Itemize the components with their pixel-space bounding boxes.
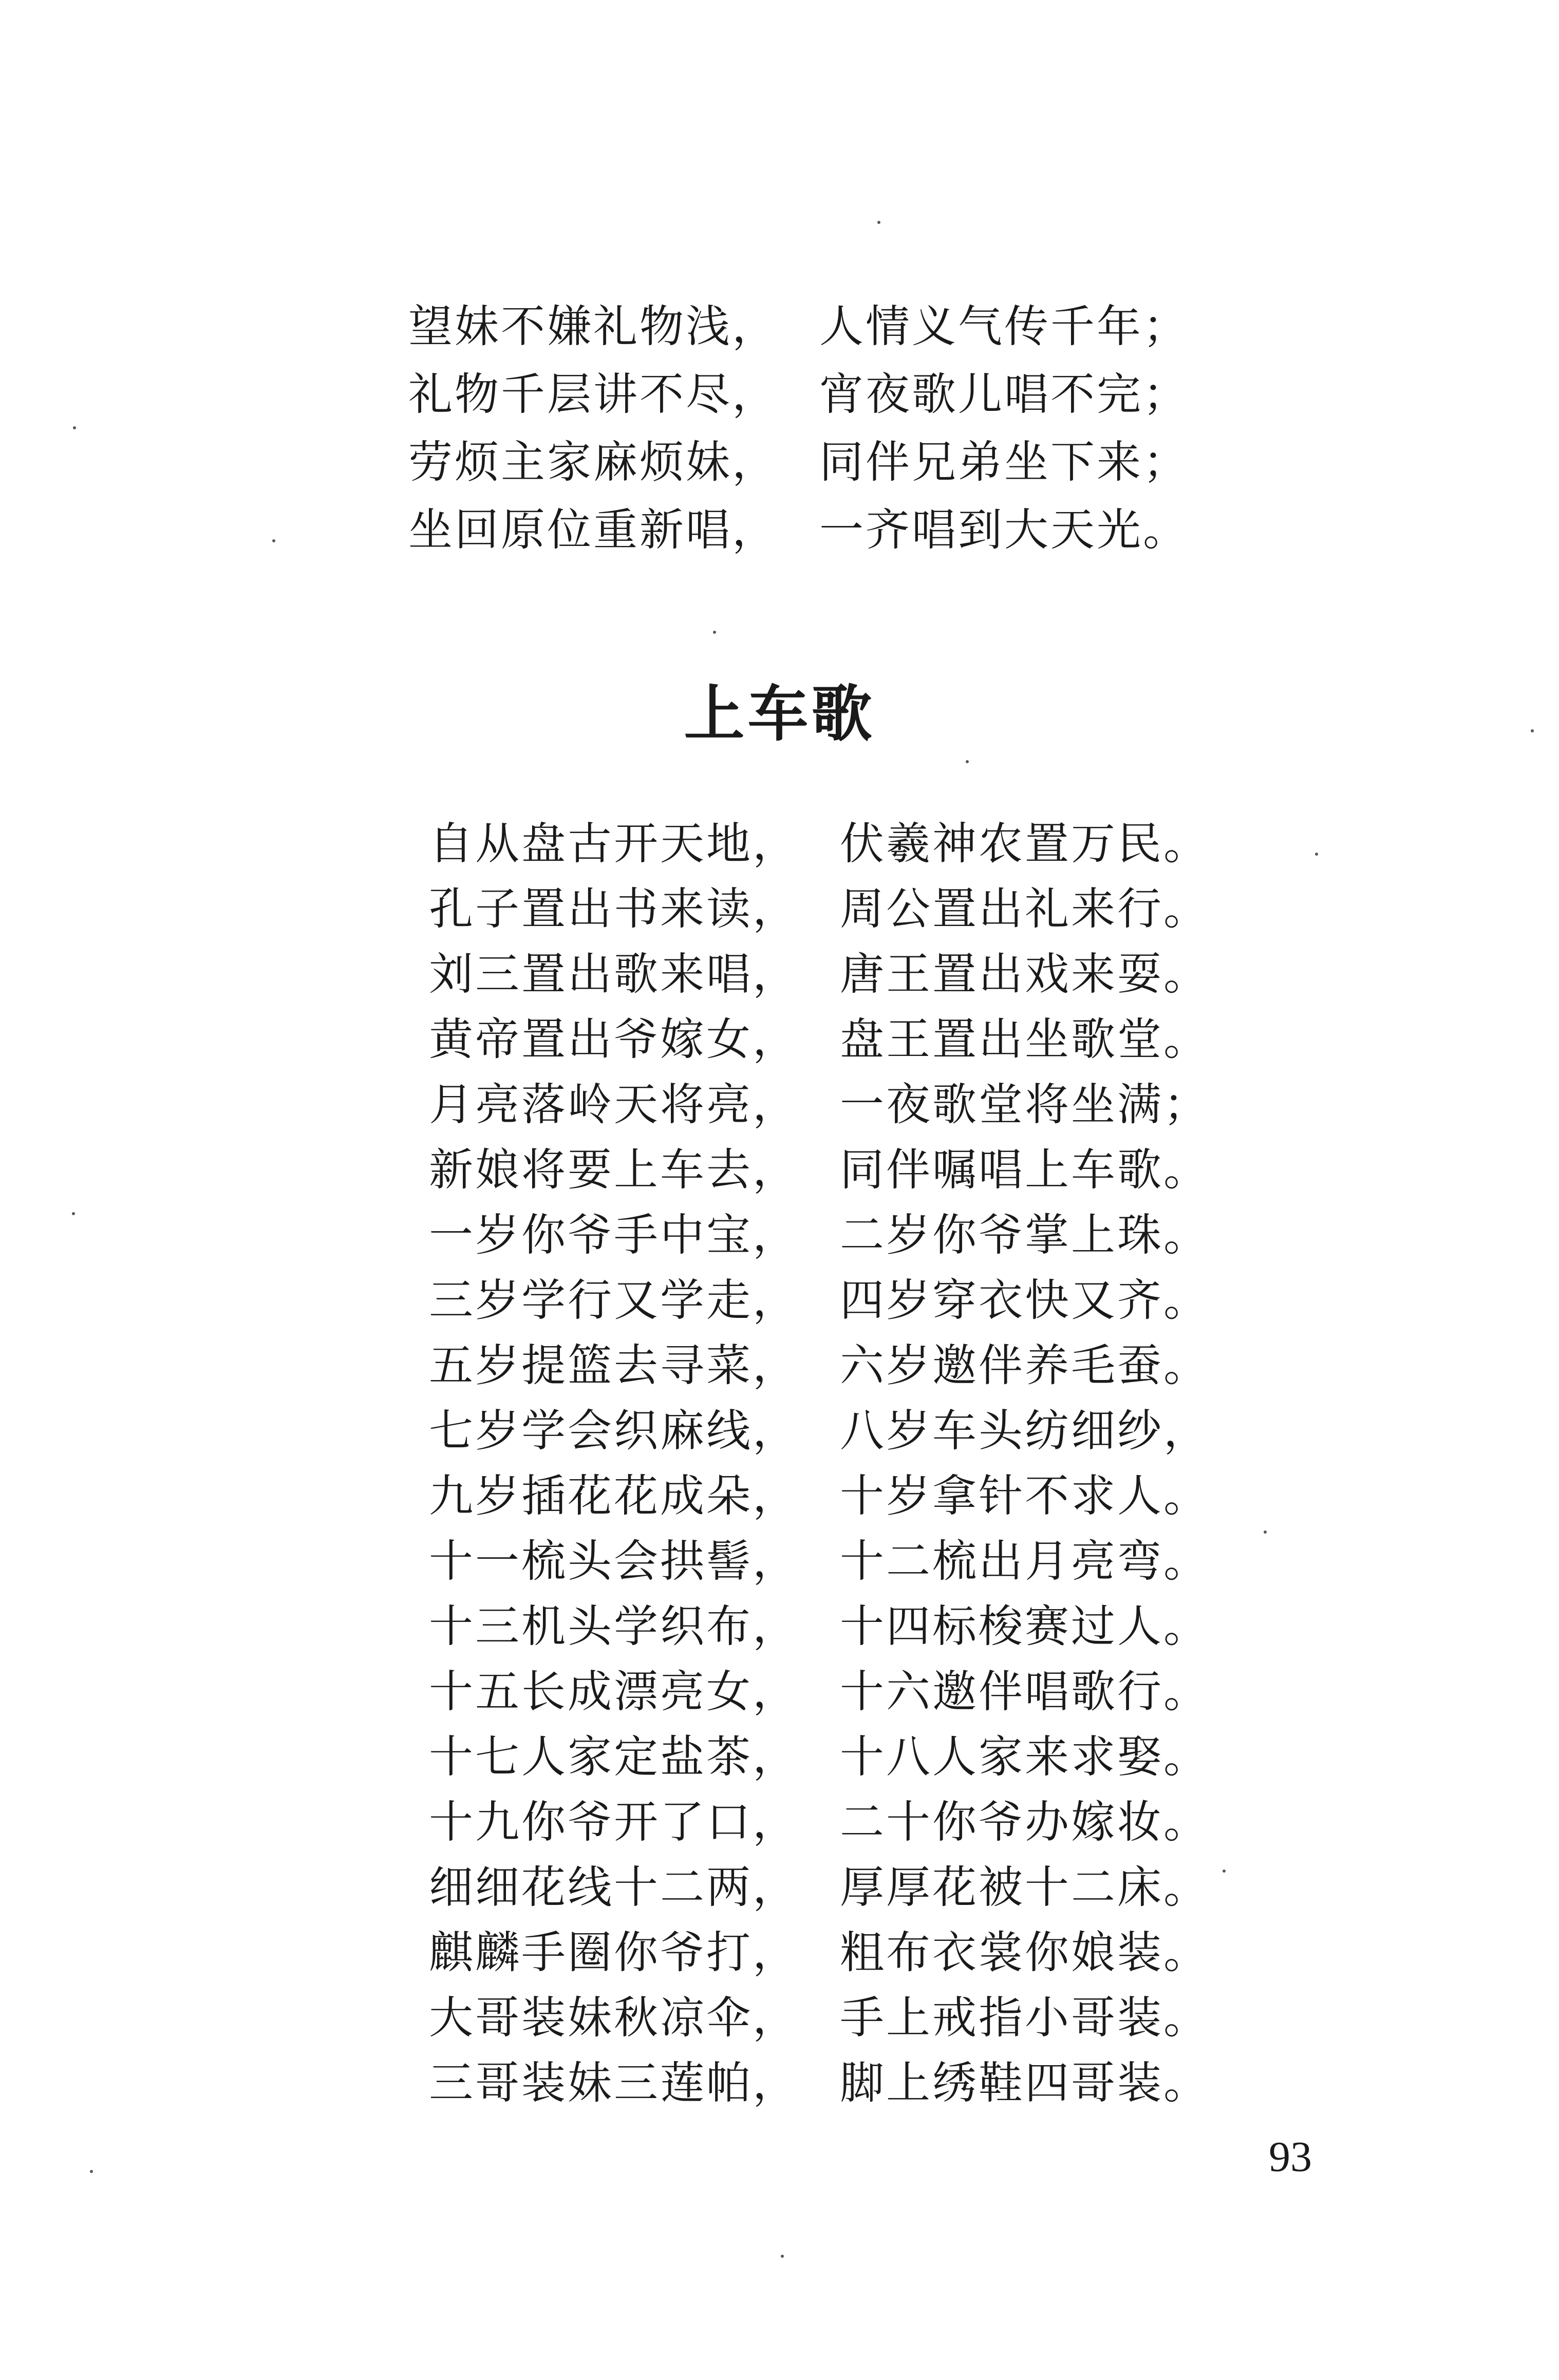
poem-line-right: 周公置出礼来行。 bbox=[840, 883, 1210, 935]
poem-line-right: 宵夜歌儿唱不完； bbox=[819, 369, 1189, 420]
poem-line bbox=[429, 1203, 1210, 1268]
poem-line-right: 二岁你爷掌上珠。 bbox=[840, 1210, 1210, 1261]
poem-line bbox=[429, 1464, 1210, 1529]
poem-line bbox=[429, 1594, 1210, 1659]
scan-speck bbox=[272, 539, 275, 542]
poem-line-right: 脚上绣鞋四哥装。 bbox=[840, 2057, 1210, 2109]
poem-line-left: 月亮落岭天将亮， bbox=[429, 1079, 799, 1130]
poem-line-right: 一齐唱到大天光。 bbox=[819, 504, 1189, 556]
poem-line-left: 细细花线十二两， bbox=[429, 1862, 799, 1913]
poem-line-right: 伏羲神农置万民。 bbox=[840, 818, 1210, 870]
poem-line-right: 十六邀伴唱歌行。 bbox=[840, 1666, 1210, 1717]
poem-line-right: 同伴嘱唱上车歌。 bbox=[840, 1144, 1210, 1196]
poem-line-right: 六岁邀伴养毛蚕。 bbox=[840, 1340, 1210, 1391]
poem-line-right: 手上戒指小哥装。 bbox=[840, 1992, 1210, 2044]
poem-line-left: 自从盘古开天地， bbox=[429, 818, 799, 870]
poem-line bbox=[429, 1072, 1210, 1138]
poem-line-left: 三哥装妹三莲帕， bbox=[429, 2057, 799, 2109]
poem-line bbox=[429, 2051, 1210, 2116]
poem-line-left: 黄帝置出爷嫁女， bbox=[429, 1014, 799, 1065]
poem-line bbox=[429, 1333, 1210, 1399]
poem-line bbox=[429, 1138, 1210, 1203]
scan-speck bbox=[90, 2170, 93, 2173]
poem-line-right: 八岁车头纺细纱， bbox=[840, 1405, 1210, 1457]
poem-line bbox=[408, 293, 1189, 361]
poem-line-left: 刘三置出歌来唱， bbox=[429, 949, 799, 1000]
poem-line-left: 礼物千层讲不尽， bbox=[408, 369, 778, 420]
poem-line-right: 同伴兄弟坐下来； bbox=[819, 437, 1189, 488]
poem-line-right: 四岁穿衣快又齐。 bbox=[840, 1275, 1210, 1326]
scan-speck bbox=[713, 631, 716, 634]
poem-line-left: 十五长成漂亮女， bbox=[429, 1666, 799, 1717]
poem-line-right: 唐王置出戏来耍。 bbox=[840, 949, 1210, 1000]
scan-speck bbox=[1223, 1869, 1226, 1873]
poem-line bbox=[429, 1007, 1210, 1072]
poem-line bbox=[429, 1399, 1210, 1464]
scan-speck bbox=[781, 2255, 784, 2258]
poem-line bbox=[429, 877, 1210, 942]
poem-line-left: 七岁学会织麻线， bbox=[429, 1405, 799, 1457]
poem-line bbox=[408, 361, 1189, 428]
scan-speck bbox=[1264, 1531, 1267, 1534]
scan-speck bbox=[1531, 729, 1534, 732]
poem-line bbox=[429, 1725, 1210, 1790]
poem-line bbox=[429, 1529, 1210, 1594]
poem-line-left: 新娘将要上车去， bbox=[429, 1144, 799, 1196]
poem-line bbox=[429, 1790, 1210, 1855]
poem-line bbox=[429, 1855, 1210, 1920]
poem-line-left: 五岁提篮去寻菜， bbox=[429, 1340, 799, 1391]
poem-line-right: 厚厚花被十二床。 bbox=[840, 1862, 1210, 1913]
poem-line bbox=[429, 1268, 1210, 1333]
poem-main-block bbox=[429, 811, 1210, 2116]
poem-line bbox=[429, 811, 1210, 877]
scan-speck bbox=[966, 760, 969, 763]
scan-speck bbox=[1315, 853, 1318, 856]
poem-line bbox=[429, 1920, 1210, 1986]
scan-speck bbox=[72, 1212, 75, 1215]
poem-line bbox=[408, 428, 1189, 496]
poem-line-right: 二十你爷办嫁妆。 bbox=[840, 1797, 1210, 1848]
poem-line-left: 孔子置出书来读， bbox=[429, 883, 799, 935]
poem-line-right: 十岁拿针不求人。 bbox=[840, 1470, 1210, 1522]
poem-line-right: 盘王置出坐歌堂。 bbox=[840, 1014, 1210, 1065]
poem-line-right: 十二梳出月亮弯。 bbox=[840, 1536, 1210, 1587]
poem-line-left: 劳烦主家麻烦妹， bbox=[408, 437, 778, 488]
song-title: 上车歌 bbox=[684, 678, 875, 749]
scan-speck bbox=[73, 426, 76, 429]
poem-line-right: 人情义气传千年； bbox=[819, 301, 1189, 352]
scan-speck bbox=[877, 221, 880, 224]
poem-line-right: 十八人家来求娶。 bbox=[840, 1731, 1210, 1783]
poem-line-left: 大哥装妹秋凉伞， bbox=[429, 1992, 799, 2044]
poem-line-left: 望妹不嫌礼物浅， bbox=[408, 301, 778, 352]
poem-line-left: 九岁插花花成朵， bbox=[429, 1470, 799, 1522]
poem-line-right: 十四标梭赛过人。 bbox=[840, 1601, 1210, 1652]
poem-line bbox=[408, 496, 1189, 564]
poem-line-left: 坐回原位重新唱， bbox=[408, 504, 778, 556]
poem-line bbox=[429, 1659, 1210, 1725]
poem-line-left: 十九你爷开了口， bbox=[429, 1797, 799, 1848]
poem-line-right: 粗布衣裳你娘装。 bbox=[840, 1927, 1210, 1978]
poem-line-left: 一岁你爷手中宝， bbox=[429, 1210, 799, 1261]
poem-line bbox=[429, 942, 1210, 1007]
poem-line-left: 三岁学行又学走， bbox=[429, 1275, 799, 1326]
poem-line-left: 十一梳头会拱髻， bbox=[429, 1536, 799, 1587]
poem-line-left: 麒麟手圈你爷打， bbox=[429, 1927, 799, 1978]
page-number: 93 bbox=[1269, 2133, 1312, 2181]
poem-line-right: 一夜歌堂将坐满； bbox=[840, 1079, 1210, 1130]
poem-line bbox=[429, 1986, 1210, 2051]
poem-top-block bbox=[408, 293, 1189, 564]
poem-line-left: 十三机头学织布， bbox=[429, 1601, 799, 1652]
poem-line-left: 十七人家定盐茶， bbox=[429, 1731, 799, 1783]
